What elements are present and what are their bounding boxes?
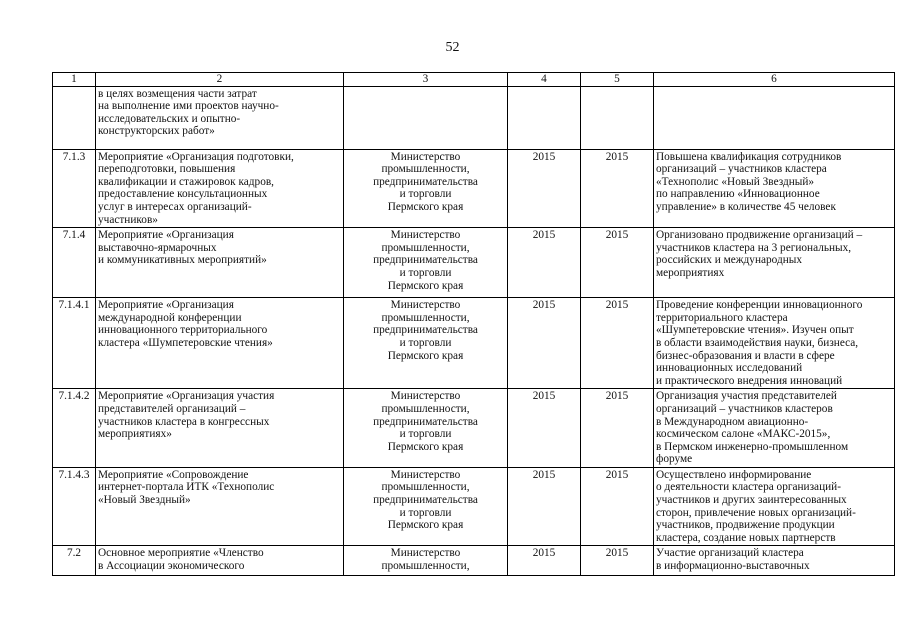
start-year-cell	[508, 86, 581, 149]
cell-text-line: Министерство	[390, 299, 461, 312]
cell-text-line: выставочно-ярмарочных	[98, 241, 217, 254]
cell-text-line: бизнес-образования и власти в сфере	[656, 349, 835, 362]
measure-name-cell	[96, 149, 344, 228]
executor-cell	[344, 389, 508, 468]
cell-text-line: международной конференции	[98, 311, 242, 324]
table-row	[53, 86, 895, 149]
cell-text-line: Министерство	[390, 390, 461, 403]
cell-text-line: в области взаимодействия науки, бизнеса,	[656, 336, 859, 349]
cell-text-line: о деятельности кластера организаций-	[656, 481, 841, 494]
end-year-cell: 2015	[581, 298, 654, 389]
measure-name-cell	[96, 298, 344, 389]
table-row	[53, 228, 895, 298]
cell-text-line: управление» в количестве 45 человек	[656, 200, 836, 213]
item-number-cell	[53, 86, 96, 149]
cell-text-line: участников кластера в конгрессных	[98, 415, 270, 428]
start-year-cell: 2015	[508, 389, 581, 468]
item-number-cell: 7.1.4	[53, 228, 96, 298]
cell-text-line: и торговли	[399, 188, 452, 201]
cell-text-line: и торговли	[399, 506, 452, 519]
measure-name-cell	[96, 86, 344, 149]
cell-text-line: предпринимательства	[373, 494, 478, 507]
expected-result-cell	[654, 228, 895, 298]
table-row	[53, 149, 895, 228]
cell-text-line: организаций – участников кластеров	[656, 402, 833, 415]
start-year-cell: 2015	[508, 149, 581, 228]
cell-text-line: и коммуникативных мероприятий»	[98, 254, 267, 267]
header-cell: 6	[654, 73, 895, 87]
cell-text-line: сторон, привлечение новых организаций-	[656, 506, 856, 519]
cell-text-line: мероприятиях»	[98, 428, 172, 441]
cell-text-line: в Международном авиационно-	[656, 415, 809, 428]
start-year-cell: 2015	[508, 546, 581, 576]
cell-text-line: промышленности,	[381, 560, 470, 573]
start-year-cell: 2015	[508, 298, 581, 389]
table-row	[53, 298, 895, 389]
cell-text-line: и практического внедрения инноваций	[656, 374, 843, 387]
cell-text-line: Осуществлено информирование	[656, 468, 812, 481]
cell-text-line: мероприятиях	[656, 266, 725, 279]
cell-text-line: «Новый Звездный»	[98, 494, 191, 507]
expected-result-cell	[654, 467, 895, 546]
measure-name-cell	[96, 389, 344, 468]
cell-text-line: интернет-портала ИТК «Технополис	[98, 481, 275, 494]
cell-text-line: представителей организаций –	[98, 402, 246, 415]
cell-text-line: и торговли	[399, 428, 452, 441]
cell-text-line: кластера «Шумпетеровские чтения»	[98, 336, 273, 349]
header-cell: 3	[344, 73, 508, 87]
item-number-cell: 7.1.3	[53, 149, 96, 228]
cell-text-line: предпринимательства	[373, 254, 478, 267]
executor-cell	[344, 86, 508, 149]
header-cell: 2	[96, 73, 344, 87]
cell-text-line: Основное мероприятие «Членство	[98, 547, 264, 560]
cell-text-line: в целях возмещения части затрат	[98, 87, 257, 100]
expected-result-cell	[654, 86, 895, 149]
cell-text-line: Организация участия представителей	[656, 390, 837, 403]
cell-text-line: Мероприятие «Сопровождение	[98, 468, 249, 481]
measure-name-cell	[96, 546, 344, 576]
cell-text-line: «Технополис «Новый Звездный»	[656, 175, 815, 188]
expected-result-cell	[654, 546, 895, 576]
cell-text-line: переподготовки, повышения	[98, 163, 236, 176]
cell-text-line: инновационных исследований	[656, 362, 803, 375]
end-year-cell: 2015	[581, 546, 654, 576]
measures-table	[52, 72, 895, 576]
cell-text-line: Пермского края	[387, 349, 464, 362]
cell-text-line: Мероприятие «Организация участия	[98, 390, 275, 403]
measure-name-cell	[96, 228, 344, 298]
cell-text-line: промышленности,	[381, 241, 470, 254]
cell-text-line: и торговли	[399, 336, 452, 349]
cell-text-line: Участие организаций кластера	[656, 547, 804, 560]
cell-text-line: Пермского края	[387, 519, 464, 532]
cell-text-line: на выполнение ими проектов научно-	[98, 100, 279, 113]
header-cell: 5	[581, 73, 654, 87]
end-year-cell: 2015	[581, 467, 654, 546]
cell-text-line: Министерство	[390, 468, 461, 481]
cell-text-line: исследовательских и опытно-	[98, 112, 241, 125]
cell-text-line: предпринимательства	[373, 415, 478, 428]
cell-text-line: участников»	[98, 213, 158, 226]
end-year-cell: 2015	[581, 389, 654, 468]
cell-text-line: квалификации и стажировок кадров,	[98, 175, 275, 188]
cell-text-line: в Пермском инженерно-промышленном	[656, 440, 849, 453]
cell-text-line: Министерство	[390, 229, 461, 242]
cell-text-line: Повышена квалификация сотрудников	[656, 150, 842, 163]
expected-result-cell	[654, 149, 895, 228]
expected-result-cell	[654, 298, 895, 389]
table-row	[53, 546, 895, 576]
header-row	[53, 73, 895, 87]
item-number-cell: 7.2	[53, 546, 96, 576]
cell-text-line: российских и международных	[656, 254, 803, 267]
item-number-cell: 7.1.4.1	[53, 298, 96, 389]
end-year-cell: 2015	[581, 228, 654, 298]
executor-cell	[344, 467, 508, 546]
cell-text-line: услуг в интересах организаций-	[98, 200, 252, 213]
executor-cell	[344, 149, 508, 228]
cell-text-line: Проведение конференции инновационного	[656, 299, 863, 312]
cell-text-line: организаций – участников кластера	[656, 163, 827, 176]
item-number-cell: 7.1.4.2	[53, 389, 96, 468]
cell-text-line: конструкторских работ»	[98, 125, 215, 138]
cell-text-line: форуме	[656, 453, 693, 466]
cell-text-line: Пермского края	[387, 440, 464, 453]
cell-text-line: участников и других заинтересованных	[656, 494, 847, 507]
cell-text-line: Министерство	[390, 150, 461, 163]
page-number: 52	[445, 40, 460, 55]
executor-cell	[344, 546, 508, 576]
cell-text-line: по направлению «Инновационное	[656, 188, 820, 201]
table-row	[53, 389, 895, 468]
table-row	[53, 467, 895, 546]
end-year-cell	[581, 86, 654, 149]
cell-text-line: Организовано продвижение организаций –	[656, 229, 863, 242]
header-cell: 1	[53, 73, 96, 87]
cell-text-line: Мероприятие «Организация подготовки,	[98, 150, 294, 163]
cell-text-line: в информационно-выставочных	[656, 560, 810, 573]
cell-text-line: Мероприятие «Организация	[98, 229, 234, 242]
cell-text-line: предпринимательства	[373, 175, 478, 188]
cell-text-line: Пермского края	[387, 200, 464, 213]
cell-text-line: Мероприятие «Организация	[98, 299, 234, 312]
cell-text-line: Пермского края	[387, 279, 464, 292]
executor-cell	[344, 298, 508, 389]
start-year-cell: 2015	[508, 228, 581, 298]
cell-text-line: промышленности,	[381, 481, 470, 494]
cell-text-line: предпринимательства	[373, 324, 478, 337]
cell-text-line: промышленности,	[381, 163, 470, 176]
cell-text-line: в Ассоциации экономического	[98, 560, 245, 573]
cell-text-line: промышленности,	[381, 402, 470, 415]
cell-text-line: космическом салоне «МАКС-2015»,	[656, 428, 831, 441]
cell-text-line: предоставление консультационных	[98, 188, 268, 201]
cell-text-line: территориального кластера	[656, 311, 788, 324]
start-year-cell: 2015	[508, 467, 581, 546]
cell-text-line: инновационного территориального	[98, 324, 268, 337]
cell-text-line: кластера, создание новых партнерств	[656, 531, 836, 544]
cell-text-line: «Шумпетеровские чтения». Изучен опыт	[656, 324, 854, 337]
cell-text-line: Министерство	[390, 547, 461, 560]
cell-text-line: участников кластера на 3 региональных,	[656, 241, 852, 254]
expected-result-cell	[654, 389, 895, 468]
measure-name-cell	[96, 467, 344, 546]
header-cell: 4	[508, 73, 581, 87]
cell-text-line: и торговли	[399, 266, 452, 279]
cell-text-line: участников, продвижение продукции	[656, 519, 835, 532]
item-number-cell: 7.1.4.3	[53, 467, 96, 546]
end-year-cell: 2015	[581, 149, 654, 228]
cell-text-line: промышленности,	[381, 311, 470, 324]
executor-cell	[344, 228, 508, 298]
